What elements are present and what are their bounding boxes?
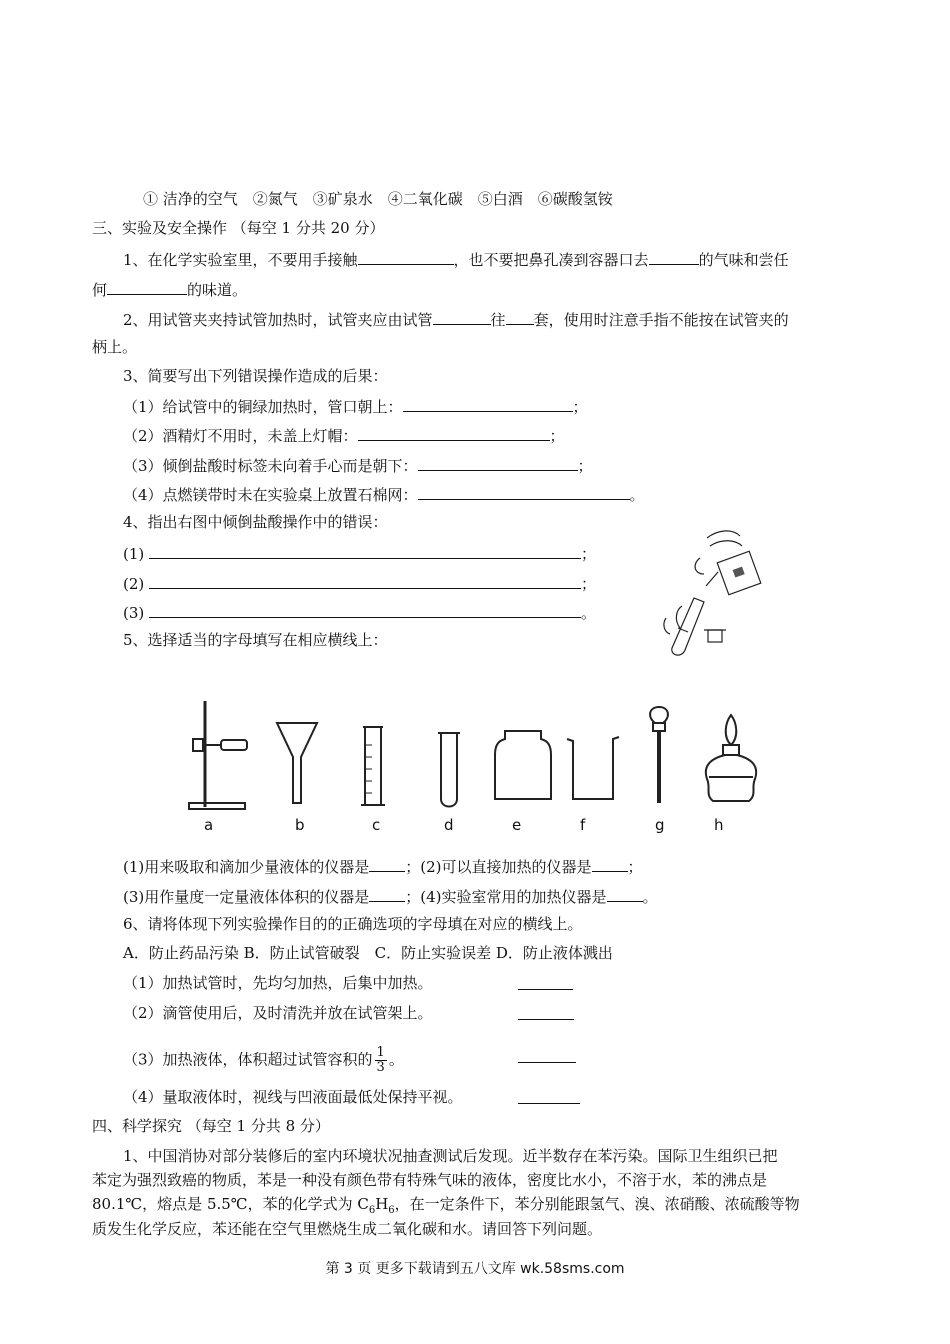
q4-item-1: (1) ；	[123, 542, 596, 564]
q1-line1: 1、在化学实验室里，不要用手接触 ，也不要把鼻孔凑到容器口去 的气味和尝任	[123, 248, 789, 270]
q4-item-2: (2) ；	[123, 572, 596, 594]
page-footer: 第 3 页 更多下载请到五八文库 wk.58sms.com	[325, 1261, 625, 1277]
q3-title: 3、简要写出下列错误操作造成的后果：	[123, 367, 388, 385]
apparatus-figure	[185, 695, 765, 815]
label-g: g	[655, 816, 665, 834]
s4-para-line1: 1、中国消协对部分装修后的室内环境状况抽查测试后发现。近半数存在苯污染。国际卫生组织已把	[123, 1147, 778, 1165]
q1-line2: 何 的味道。	[92, 278, 247, 300]
q5-line1: (1)用来吸取和滴加少量液体的仪器是 ；(2)可以直接加热的仪器是 ；	[123, 855, 643, 877]
q5-title: 5、选择适当的字母填写在相应横线上：	[123, 631, 388, 649]
s4-para-line2: 苯定为强烈致癌的物质，苯是一种没有颜色带有特殊气味的液体，密度比水小，不溶于水，苯的沸点是	[92, 1171, 768, 1189]
q2-line1: 2、用试管夹夹持试管加热时，试管夹应由试管 往 套，使用时注意手指不能按在试管夹的	[123, 308, 789, 330]
q6-choices: A．防止药品污染 B．防止试管破裂 C．防止实验误差 D．防止液体溅出	[123, 944, 613, 962]
q5-line2: (3)用作量度一定量液体体积的仪器是 ；(4)实验室常用的加热仪器是 。	[123, 885, 658, 907]
q3-item-1: （1）给试管中的铜绿加热时，管口朝上： ；	[123, 395, 588, 417]
q6-item-4: （4）量取液体时，视线与凹液面最低处保持平视。	[123, 1088, 463, 1106]
pouring-hcl-illustration	[652, 528, 772, 663]
fraction-one-third: $\frac{1}{3}$	[376, 1045, 385, 1075]
label-d: d	[444, 816, 454, 834]
q2-line2: 柄上。	[92, 338, 138, 356]
label-a: a	[204, 816, 214, 834]
label-e: e	[512, 816, 522, 834]
label-f: f	[580, 816, 586, 834]
q3-item-3: （3）倾倒盐酸时标签未向着手心而是朝下： ；	[123, 454, 593, 476]
q6-blank-1	[518, 989, 573, 990]
label-h: h	[714, 816, 724, 834]
q6-item-1: （1）加热试管时，先均匀加热，后集中加热。	[123, 974, 433, 992]
q6-blank-4	[518, 1103, 580, 1104]
q6-blank-3	[518, 1062, 576, 1063]
q6-blank-2	[518, 1019, 574, 1020]
q4-item-3: (3) 。	[123, 601, 596, 623]
s4-para-line3: 80.1℃，熔点是 5.5℃，苯的化学式为 $C_6H_6$，在一定条件下，苯分别能跟氢气、溴、浓硝酸、浓硫酸等物	[92, 1195, 800, 1216]
q4-title: 4、指出右图中倾倒盐酸操作中的错误：	[123, 513, 388, 531]
label-c: c	[372, 816, 381, 834]
options-line: ① 洁净的空气 ②氮气 ③矿泉水 ④二氧化碳 ⑤白酒 ⑥碳酸氢铵	[143, 190, 613, 208]
q6-item-3: （3）加热液体，体积超过试管容积的 $\frac{1}{3}$ 。	[123, 1045, 404, 1075]
q6-item-2: （2）滴管使用后，及时清洗并放在试管架上。	[123, 1004, 433, 1022]
q3-item-2: （2）酒精灯不用时，未盖上灯帽： ；	[123, 424, 565, 446]
section3-title: 三、实验及安全操作 （每空 1 分共 20 分）	[92, 219, 385, 237]
label-b: b	[295, 816, 305, 834]
q6-title: 6、请将体现下列实验操作目的的正确选项的字母填在对应的横线上。	[123, 915, 583, 933]
s4-para-line4: 质发生化学反应，苯还能在空气里燃烧生成二氧化碳和水。请回答下列问题。	[92, 1220, 603, 1238]
section4-title: 四、科学探究 （每空 1 分共 8 分）	[92, 1117, 330, 1135]
q3-item-4: （4）点燃镁带时未在实验桌上放置石棉网： 。	[123, 483, 645, 505]
